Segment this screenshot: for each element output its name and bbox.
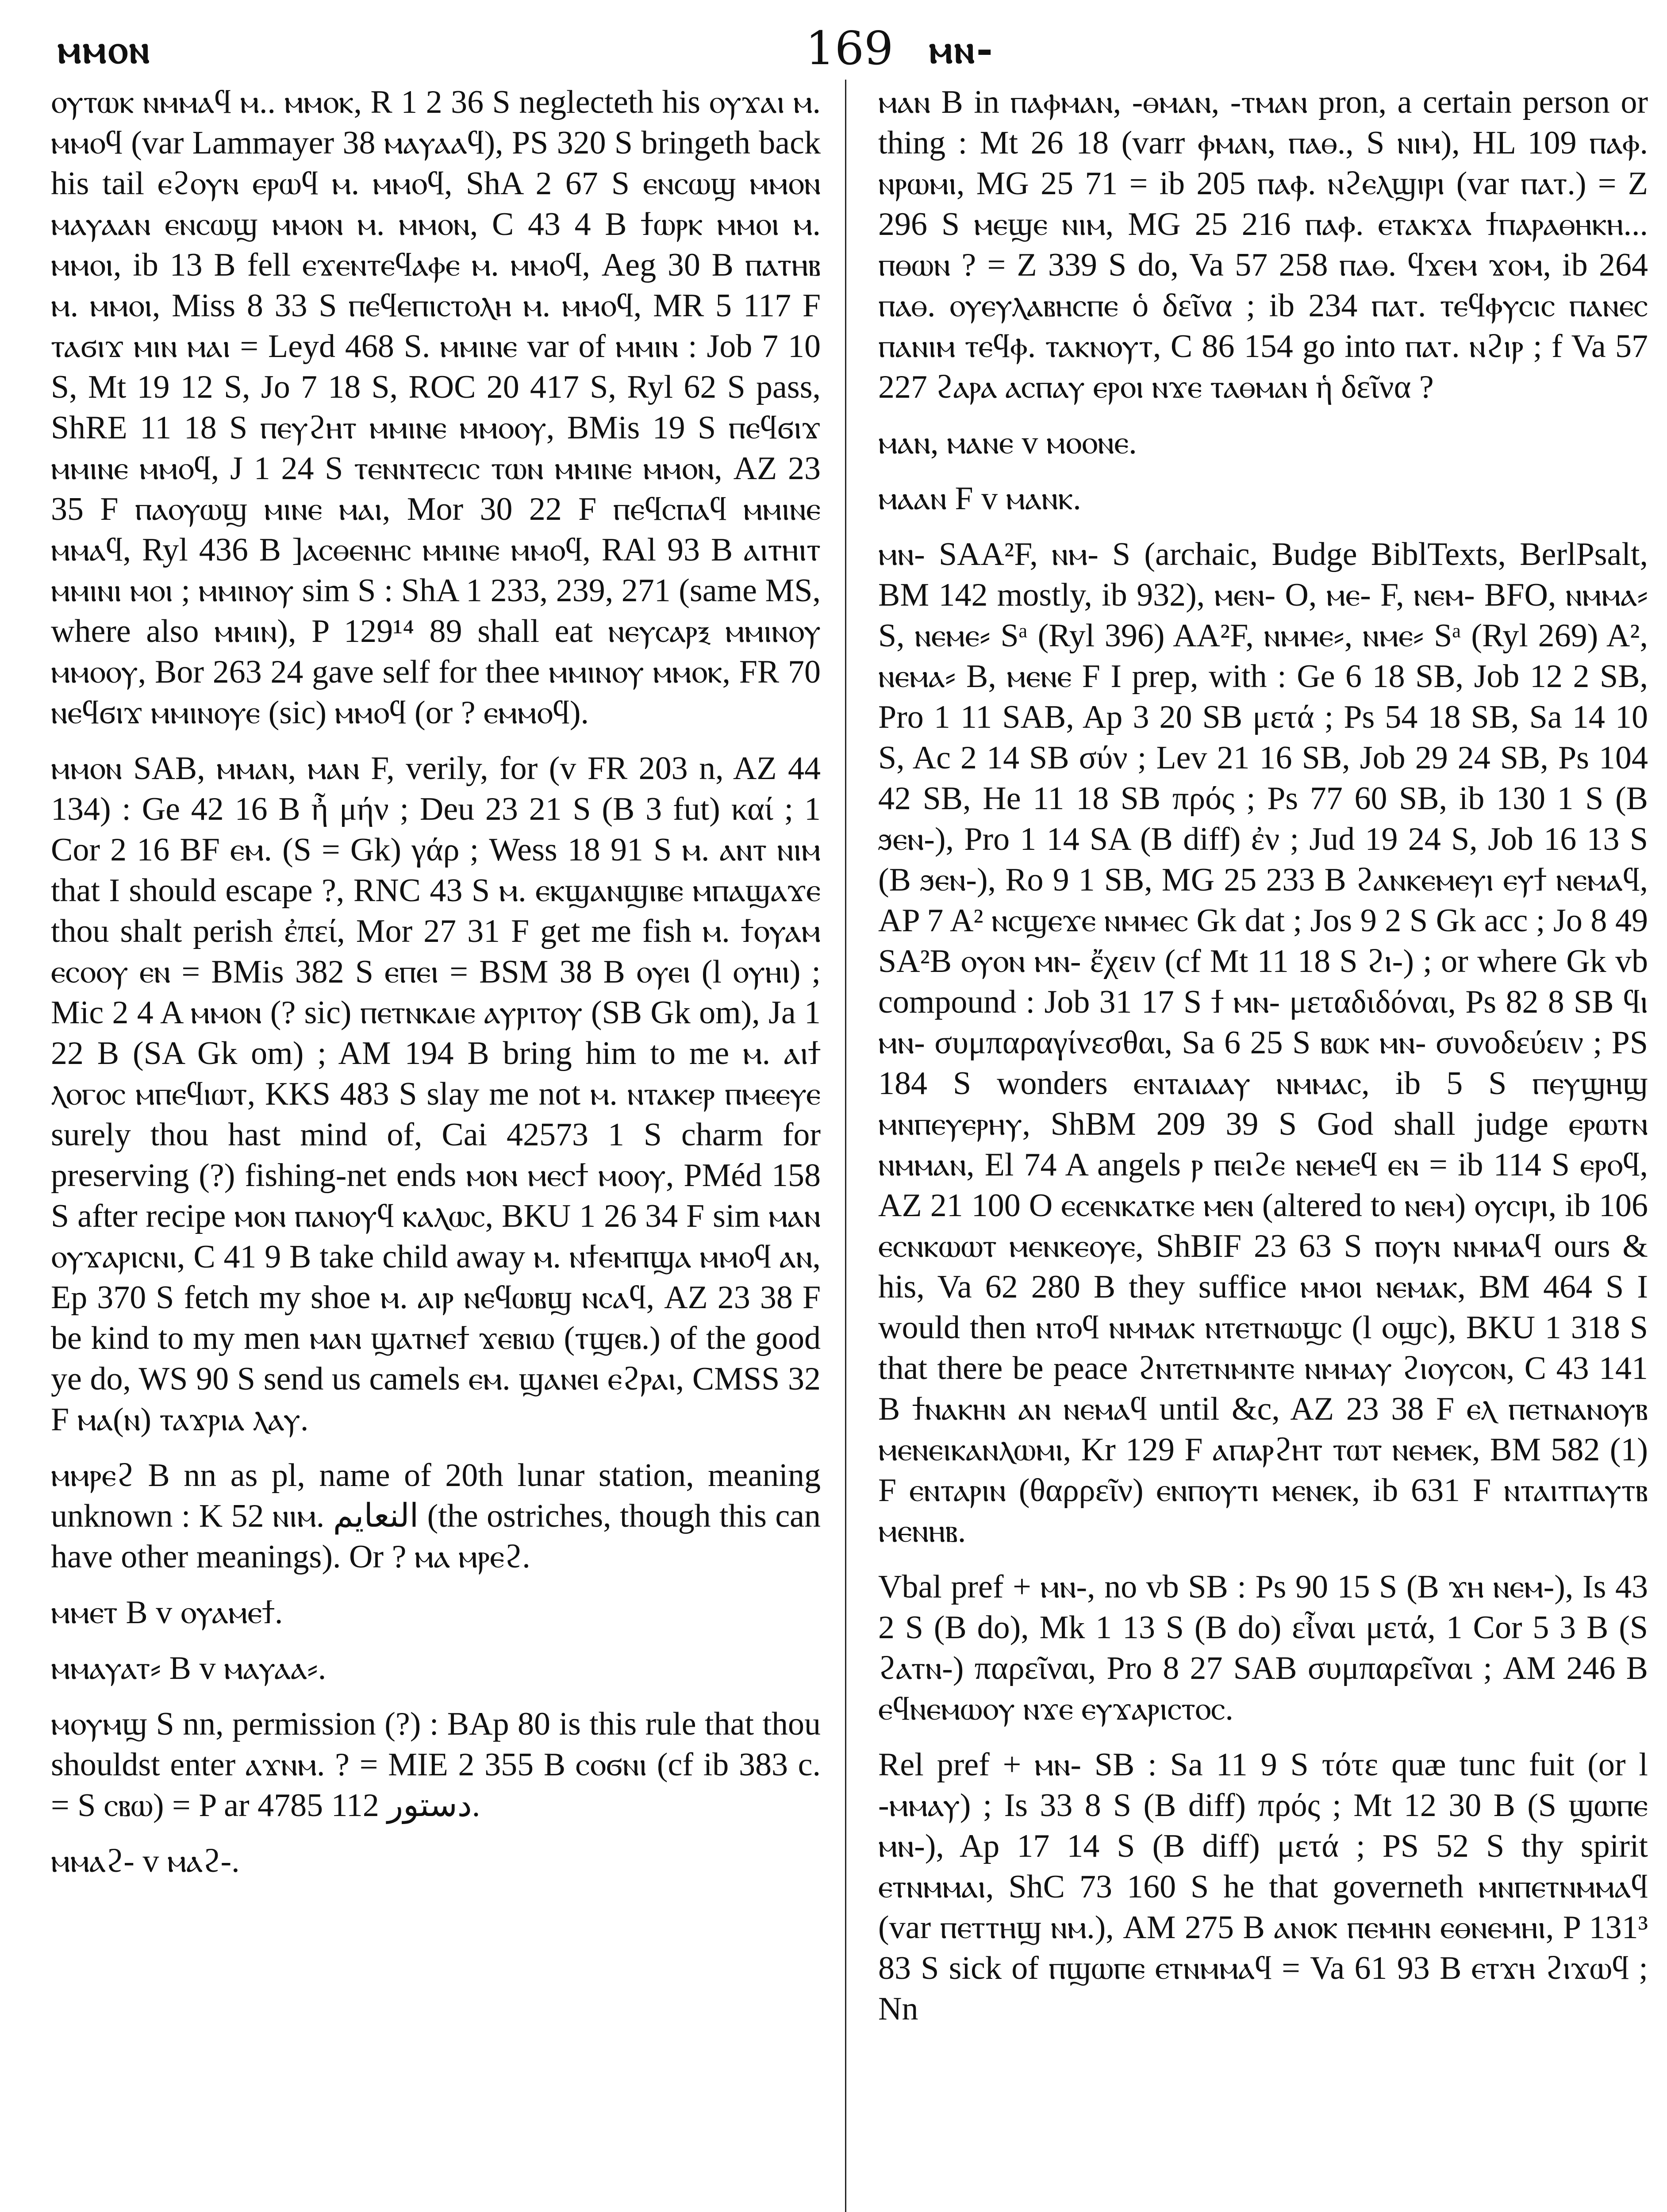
right-column (878, 82, 1648, 2044)
entry-paragraph: ⲙⲙⲉⲧ B v ⲟⲩⲁⲙⲉϯ. (51, 1594, 283, 1631)
page-number: 169 (805, 21, 894, 75)
entry-paragraph: Vbal pref + ⲙⲛ-, no vb SB : Ps 90 15 S (B ϫⲏ ⲛⲉⲙ-), Is 43 2 S (B do), Mk 1 13 S (B do) εἶναι μετά, 1 Cor 5 3 B (S ϩⲁⲧⲛ-) παρεῖναι, Pro 8 27 SAB συμπαρεῖναι ; AM 246 B ⲉϥⲛⲉⲙⲱⲟⲩ ⲛϫⲉ ⲉⲩϫⲁⲣⲓⲥⲧⲟⲥ. (878, 1569, 1648, 1727)
entry-paragraph: ⲙⲙⲁⲩⲁⲧ⸗ B v ⲙⲁⲩⲁⲁ⸗. (51, 1650, 326, 1686)
entry-paragraph: ⲙⲁⲛ, ⲙⲁⲛⲉ v ⲙⲟⲟⲛⲉ. (878, 425, 1137, 461)
entry-paragraph: ⲙⲟⲩⲙϣ S nn, permission (?) : BAp 80 is this rule that thou shouldst enter ⲁϫⲛⲙ. ? = MIE 2 355 B ⲥⲟϭⲛⲓ (cf ib 383 c. = S ⲥⲃⲱ) = P ar 4785 112 دستور. (51, 1706, 821, 1824)
entry-paragraph: ⲙⲁⲁⲛ F v ⲙⲁⲛⲕ. (878, 480, 1081, 517)
header-left-keyword: ⲙⲙⲟⲛ (58, 26, 151, 73)
entry-paragraph: Rel pref + ⲙⲛ- SB : Sa 11 9 S τότε quæ tunc fuit (or l -ⲙⲙⲁⲩ) ; Is 33 8 S (B diff) πρός ; Mt 12 30 B (S ϣⲱⲡⲉ ⲙⲛ-), Ap 17 14 S (B diff) μετά ; PS 52 S thy spirit ⲉⲧⲛⲙⲙⲁⲓ, ShC 73 160 S he that governeth ⲙⲛⲡⲉⲧⲛⲙⲙⲁϥ (var ⲡⲉⲧⲧⲏϣ ⲛⲙ.), AM 275 B ⲁⲛⲟⲕ ⲡⲉⲙⲏⲛ ⲉⲑⲛⲉⲙⲏⲓ, P 131³ 83 S sick of ⲡϣⲱⲡⲉ ⲉⲧⲛⲙⲙⲁϥ = Va 61 93 B ⲉⲧϫⲏ ϩⲓϫⲱϥ ; Nn (878, 1747, 1648, 2027)
entry-paragraph: ⲙⲙⲣⲉϩ B nn as pl, name of 20th lunar station, meaning unknown : K 52 ⲛⲓⲙ. النعايم (the ostriches, though this can have other meanings). Or ? ⲙⲁ ⲙⲣⲉϩ. (51, 1457, 821, 1575)
entry-paragraph: ⲙⲛ- SAA²F, ⲛⲙ- S (archaic, Budge BiblTexts, BerlPsalt, BM 142 mostly, ib 932), ⲙⲉⲛ- O, ⲙⲉ- F, ⲛⲉⲙ- BFO, ⲛⲙⲙⲁ⸗ S, ⲛⲉⲙⲉ⸗ Sᵃ (Ryl 396) AA²F, ⲛⲙⲙⲉ⸗, ⲛⲙⲉ⸗ Sᵃ (Ryl 269) A², ⲛⲉⲙⲁ⸗ B, ⲙⲉⲛⲉ F I prep, with : Ge 6 18 SB, Job 12 2 SB, Pro 1 11 SAB, Ap 3 20 SB μετά ; Ps 54 18 SB, Sa 14 10 S, Ac 2 14 SB σύν ; Lev 21 16 SB, Job 29 24 SB, Ps 104 42 SB, He 11 18 SB πρός ; Ps 77 60 SB, ib 130 1 S (B ϧⲉⲛ-), Pro 1 14 SA (B diff) ἐν ; Jud 19 24 S, Job 16 13 S (B ϧⲉⲛ-), Ro 9 1 SB, MG 25 233 B ϩⲁⲛⲕⲉⲙⲉⲩⲓ ⲉⲩϯ ⲛⲉⲙⲁϥ, AP 7 A² ⲛⲥϣⲉϫⲉ ⲛⲙⲙⲉⲥ Gk dat ; Jos 9 2 S Gk acc ; Jo 8 49 SA²B ⲟⲩⲟⲛ ⲙⲛ- ἔχειν (cf Mt 11 18 S ϩⲓ-) ; or where Gk vb compound : Job 31 17 S ϯ ⲙⲛ- μεταδιδόναι, Ps 82 8 SB ϥⲓ ⲙⲛ- συμπαραγίνεσθαι, Sa 6 25 S ⲃⲱⲕ ⲙⲛ- συνοδεύειν ; PS 184 S wonders ⲉⲛⲧⲁⲓⲁⲁⲩ ⲛⲙⲙⲁⲥ, ib 5 S ⲡⲉⲩϣⲏϣ ⲙⲛⲡⲉⲩⲉⲣⲏⲩ, ShBM 209 39 S God shall judge ⲉⲣⲱⲧⲛ ⲛⲙⲙⲁⲛ, El 74 A angels ⲣ ⲡⲉⲓϩⲉ ⲛⲉⲙⲉϥ ⲉⲛ = ib 114 S ⲉⲣⲟϥ, AZ 21 100 O ⲉⲥⲉⲛⲕⲁⲧⲕⲉ ⲙⲉⲛ (altered to ⲛⲉⲙ) ⲟⲩⲥⲓⲣⲓ, ib 106 ⲉⲥⲛⲕⲱⲱⲧ ⲙⲉⲛⲕⲉⲟⲩⲉ, ShBIF 23 63 S ⲡⲟⲩⲛ ⲛⲙⲙⲁϥ ours & his, Va 62 280 B they suffice ⲙⲙⲟⲓ ⲛⲉⲙⲁⲕ, BM 464 S I would then ⲛⲧⲟϥ ⲛⲙⲙⲁⲕ ⲛⲧⲉⲧⲛⲱϣⲥ (l ⲟϣⲥ), BKU 1 318 S that there be peace ϩⲛⲧⲉⲧⲛⲙⲛⲧⲉ ⲛⲙⲙⲁⲩ ϩⲓⲟⲩⲥⲟⲛ, C 43 141 B ϯⲛⲁⲕⲏⲛ ⲁⲛ ⲛⲉⲙⲁϥ until &c, AZ 23 38 F ⲉⲗ ⲡⲉⲧⲛⲁⲛⲟⲩⲃ ⲙⲉⲛⲉⲓⲕⲁⲛⲗⲱⲙⲓ, Kr 129 F ⲁⲡⲁⲣϩⲏⲧ ⲧⲱⲧ ⲛⲉⲙⲉⲕ, BM 582 (1) F ⲉⲛⲧⲁⲣⲓⲛ (θαρρεῖν) ⲉⲛⲡⲟⲩⲧⲓ ⲙⲉⲛⲉⲕ, ib 631 F ⲛⲧⲁⲓⲧⲡⲁⲩⲧⲃ ⲙⲉⲛⲏⲃ. (878, 536, 1648, 1549)
header-right-keyword: ⲙⲛ- (929, 26, 995, 73)
entry-paragraph: ⲙⲙⲁϩ- v ⲙⲁϩ-. (51, 1843, 240, 1879)
column-divider (845, 80, 846, 2212)
left-column (51, 82, 821, 1897)
entry-paragraph: ⲟⲩⲧⲱⲕ ⲛⲙⲙⲁϥ ⲙ.. ⲙⲙⲟⲕ, R 1 2 36 S neglecteth his ⲟⲩϫⲁⲓ ⲙ. ⲙⲙⲟϥ (var Lammayer 38 ⲙⲁⲩⲁⲁϥ), PS 320 S bringeth back his tail ⲉϩⲟⲩⲛ ⲉⲣⲱϥ ⲙ. ⲙⲙⲟϥ, ShA 2 67 S ⲉⲛⲥⲱϣ ⲙⲙⲟⲛ ⲙⲁⲩⲁⲁⲛ ⲉⲛⲥⲱϣ ⲙⲙⲟⲛ ⲙ. ⲙⲙⲟⲛ, C 43 4 B ϯⲱⲣⲕ ⲙⲙⲟⲓ ⲙ. ⲙⲙⲟⲓ, ib 13 B fell ⲉϫⲉⲛⲧⲉϥⲁⲫⲉ ⲙ. ⲙⲙⲟϥ, Aeg 30 B ⲡⲁⲧⲏⲃ ⲙ. ⲙⲙⲟⲓ, Miss 8 33 S ⲡⲉϥⲉⲡⲓⲥⲧⲟⲗⲏ ⲙ. ⲙⲙⲟϥ, MR 5 117 F ⲧⲁϭⲓϫ ⲙⲓⲛ ⲙⲁⲓ = Leyd 468 S. ⲙⲙⲓⲛⲉ var of ⲙⲙⲓⲛ : Job 7 10 S, Mt 19 12 S, Jo 7 18 S, ROC 20 417 S, Ryl 62 S pass, ShRE 11 18 S ⲡⲉⲩϩⲏⲧ ⲙⲙⲓⲛⲉ ⲙⲙⲟⲟⲩ, BMis 19 S ⲡⲉϥϭⲓϫ ⲙⲙⲓⲛⲉ ⲙⲙⲟϥ, J 1 24 S ⲧⲉⲛⲛⲧⲉⲥⲓⲥ ⲧⲱⲛ ⲙⲙⲓⲛⲉ ⲙⲙⲟⲛ, AZ 23 35 F ⲡⲁⲟⲩⲱϣ ⲙⲓⲛⲉ ⲙⲁⲓ, Mor 30 22 F ⲡⲉϥⲥⲡⲁϥ ⲙⲙⲓⲛⲉ ⲙⲙⲁϥ, Ryl 436 B ]ⲁⲥⲑⲉⲛⲏⲥ ⲙⲙⲓⲛⲉ ⲙⲙⲟϥ, RAl 93 B ⲁⲓⲧⲏⲓⲧ ⲙⲙⲓⲛⲓ ⲙⲟⲓ ; ⲙⲙⲓⲛⲟⲩ sim S : ShA 1 233, 239, 271 (same MS, where also ⲙⲙⲓⲛ), P 129¹⁴ 89 shall eat ⲛⲉⲩⲥⲁⲣⲝ ⲙⲙⲓⲛⲟⲩ ⲙⲙⲟⲟⲩ, Bor 263 24 gave self for thee ⲙⲙⲓⲛⲟⲩ ⲙⲙⲟⲕ, FR 70 ⲛⲉϥϭⲓϫ ⲙⲙⲓⲛⲟⲩⲉ (sic) ⲙⲙⲟϥ (or ? ⲉⲙⲙⲟϥ). (51, 84, 821, 731)
entry-paragraph: ⲙⲙⲟⲛ SAB, ⲙⲙⲁⲛ, ⲙⲁⲛ F, verily, for (v FR 203 n, AZ 44 134) : Ge 42 16 B ἦ μήν ; Deu 23 21 S (B 3 fut) καί ; 1 Cor 2 16 BF ⲉⲙ. (S = Gk) γάρ ; Wess 18 91 S ⲙ. ⲁⲛⲧ ⲛⲓⲙ that I should escape ?, RNC 43 S ⲙ. ⲉⲕϣⲁⲛϣⲓⲃⲉ ⲙⲡⲁϣⲁϫⲉ thou shalt perish ἐπεί, Mor 27 31 F get me fish ⲙ. ϯⲟⲩⲁⲙ ⲉⲥⲟⲟⲩ ⲉⲛ = BMis 382 S ⲉⲡⲉⲓ = BSM 38 B ⲟⲩⲉⲓ (l ⲟⲩⲏⲓ) ; Mic 2 4 A ⲙⲙⲟⲛ (? sic) ⲡⲉⲧⲛⲕⲁⲓⲉ ⲁⲩⲣⲓⲧⲟⲩ (SB Gk om), Ja 1 22 B (SA Gk om) ; AM 194 B bring him to me ⲙ. ⲁⲓϯ ⲗⲟⲅⲟⲥ ⲙⲡⲉϥⲓⲱⲧ, KKS 483 S slay me not ⲙ. ⲛⲧⲁⲕⲉⲣ ⲡⲙⲉⲉⲩⲉ surely thou hast mind of, Cai 42573 1 S charm for preserving (?) fishing-net ends ⲙⲟⲛ ⲙⲉⲥϯ ⲙⲟⲟⲩ, PMéd 158 S after recipe ⲙⲟⲛ ⲡⲁⲛⲟⲩϥ ⲕⲁⲗⲱⲥ, BKU 1 26 34 F sim ⲙⲁⲛ ⲟⲩϫⲁⲣⲓⲥⲛⲓ, C 41 9 B take child away ⲙ. ⲛϯⲉⲙⲡϣⲁ ⲙⲙⲟϥ ⲁⲛ, Ep 370 S fetch my shoe ⲙ. ⲁⲓⲣ ⲛⲉϥⲱⲃϣ ⲛⲥⲁϥ, AZ 23 38 F be kind to my men ⲙⲁⲛ ϣⲁⲧⲛⲉϯ ϫⲉⲃⲓⲱ (ⲧϣⲉⲃ.) of the good ye do, WS 90 S send us camels ⲉⲙ. ϣⲁⲛⲉⲓ ⲉϩⲣⲁⲓ, CMSS 32 F ⲙⲁ(ⲛ) ⲧⲁϫⲣⲓⲁ ⲗⲁⲩ. (51, 750, 821, 1438)
running-header (0, 21, 1667, 74)
entry-paragraph: ⲙⲁⲛ B in ⲡⲁⲫⲙⲁⲛ, -ⲑⲙⲁⲛ, -ⲧⲙⲁⲛ pron, a certain person or thing : Mt 26 18 (varr ⲫⲙⲁⲛ, ⲡⲁⲑ., S ⲛⲓⲙ), HL 109 ⲡⲁⲫ. ⲛⲣⲱⲙⲓ, MG 25 71 = ib 205 ⲡⲁⲫ. ⲛϩⲉⲗϣⲓⲣⲓ (var ⲡⲁⲧ.) = Z 296 S ⲙⲉϣⲉ ⲛⲓⲙ, MG 25 216 ⲡⲁⲫ. ⲉⲧⲁⲕϫⲁ ϯⲡⲁⲣⲁⲑⲏⲕⲏ... ⲡⲑⲱⲛ ? = Z 339 S do, Va 57 258 ⲡⲁⲑ. ϥϫⲉⲙ ϫⲟⲙ, ib 264 ⲡⲁⲑ. ⲟⲩⲉⲩⲗⲁⲃⲏⲥⲡⲉ ὁ δεῖνα ; ib 234 ⲡⲁⲧ. ⲧⲉϥⲫⲩⲥⲓⲥ ⲡⲁⲛⲉⲥ ⲡⲁⲛⲓⲙ ⲧⲉϥⲫ. ⲧⲁⲕⲛⲟⲩⲧ, C 86 154 go into ⲡⲁⲧ. ⲛϩⲓⲣ ; f Va 57 227 ϩⲁⲣⲁ ⲁⲥⲡⲁⲩ ⲉⲣⲟⲓ ⲛϫⲉ ⲧⲁⲑⲙⲁⲛ ἡ δεῖνα ? (878, 84, 1648, 405)
